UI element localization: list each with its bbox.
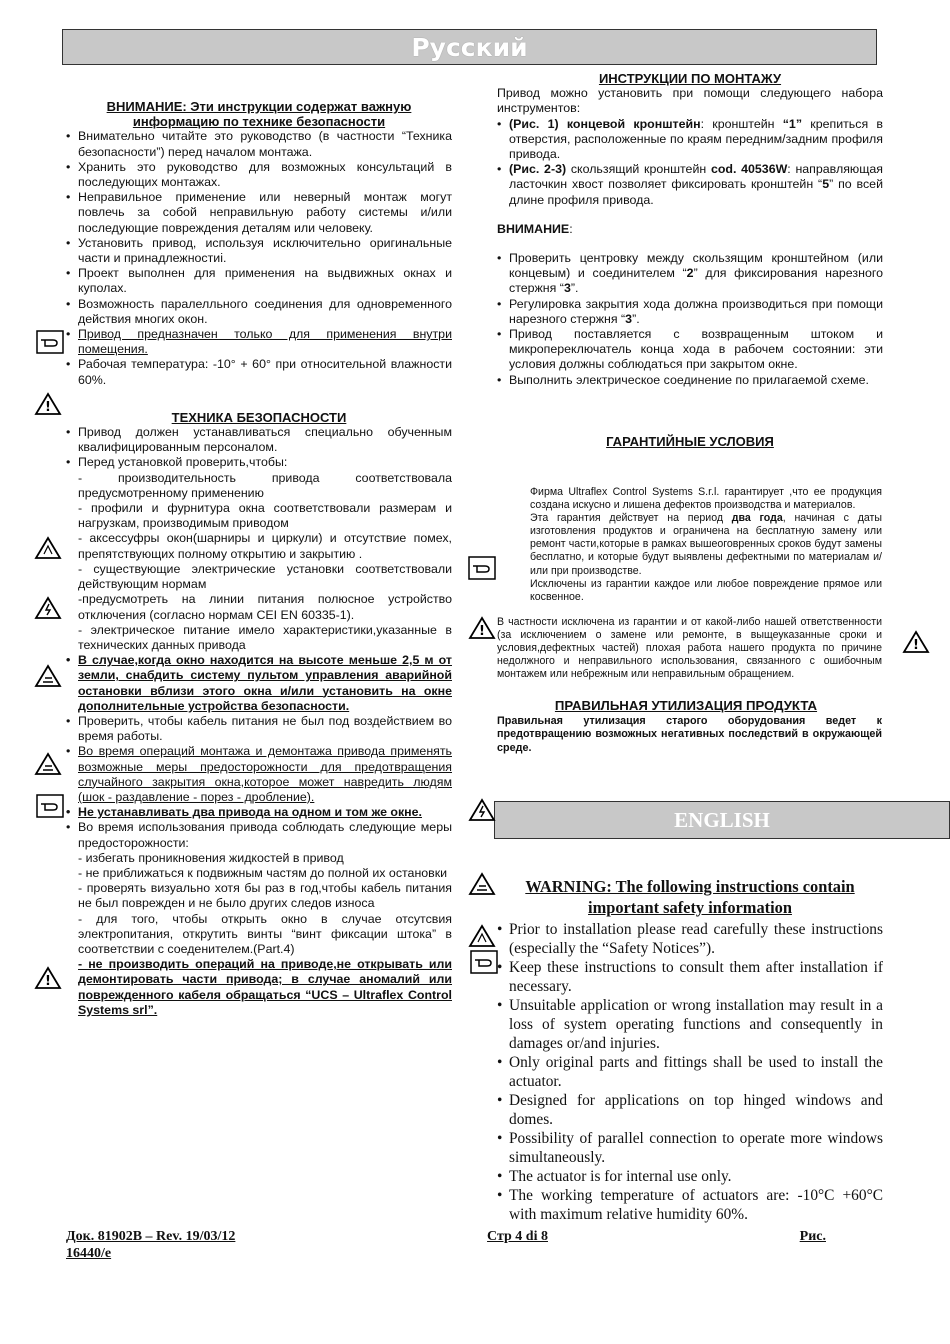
list-item: • Designed for applications on top hinged windows and domes. bbox=[497, 1091, 883, 1129]
svg-text:!: ! bbox=[913, 638, 919, 653]
sub-item: - электрическое питание имело характеристики,указанные в технических данных привода bbox=[78, 622, 452, 652]
russian-banner: Русский bbox=[62, 29, 877, 65]
list-item: • Хранить это руководство для возможных консультаций в последующих монтажах. bbox=[66, 160, 452, 190]
ru-warning-list bbox=[66, 129, 452, 387]
hand-crush-icon bbox=[34, 752, 62, 776]
list-item: • (Рис. 2-3) скользящий кронштейн cod. 40536W: направляющая ласточкин хвост позволяет фиксировать кронштейн “5” по всей длине профиля привода. bbox=[497, 162, 883, 208]
list-item: • Привод поставляется с возвращенным штоком и микропереключатель конца хода в рабочем состоянии: эти условия должны соблюдаться при закрытом окне. bbox=[497, 327, 883, 373]
page-number: Стр 4 di 8 bbox=[487, 1229, 548, 1244]
window-hazard-icon bbox=[34, 536, 62, 560]
list-item: • Привод предназначен только для применения внутри помещения. bbox=[66, 327, 452, 357]
ru-warning-title: ВНИМАНИЕ: Эти инструкции содержат важную информацию по технике безопасности bbox=[106, 99, 412, 130]
hand-pointer-icon bbox=[36, 794, 64, 818]
sub-item: - проверять визуально хотя бы раз в год,чтобы кабель питания не был поврежден и не было других следов износа bbox=[78, 881, 452, 911]
ru-safety-title: ТЕХНИКА БЕЗОПАСНОСТИ bbox=[171, 409, 347, 425]
svg-text:!: ! bbox=[479, 624, 485, 639]
hand-pointer-icon bbox=[470, 950, 498, 974]
list-item: • Внимательно читайте это руководство (в частности “Техника безопасности”) перед началом монтажа. bbox=[66, 129, 452, 159]
list-item: • (Рис. 1) концевой кронштейн: кронштейн “1” крепиться в отверстия, расположенные по краям передним/задним профиля привода. bbox=[497, 117, 883, 163]
list-item: • Регулировка закрытия хода должна производиться при помощи нарезного стержня “3”. bbox=[497, 297, 883, 327]
warning-triangle-icon bbox=[468, 616, 496, 640]
list-item: • Выполнить электрическое соединение по прилагаемой схеме. bbox=[497, 373, 883, 388]
list-item: • Во время использования привода соблюдать следующие меры предосторожности: bbox=[66, 820, 452, 850]
ru-warranty-text-2: В частности исключена из гарантии и от какой-либо нашей ответственности (за исключением о замене или ремонте, в выщеуказанные сроки и условия,дефектных частей) плохая работа нашего продукта по причине недолжного и неправильного использования, связанного с ошибочным монтажем или небрежным или неправильным обращением. bbox=[497, 616, 882, 681]
list-item: • Проект выполнен для применения на выдвижных окнах и куполах. bbox=[66, 266, 452, 296]
sub-item: - для того, чтобы открыть окно в случае отсутсвия электропитания, открутить винты “винт фиксации штока” в соответствии с соеденителем.(Part.4) bbox=[78, 911, 452, 956]
warranty-paragraph: Исключены из гарантии каждое или любое повреждение прямое или косвенное. bbox=[530, 577, 882, 603]
list-item: • Possibility of parallel connection to operate more windows simultaneously. bbox=[497, 1129, 883, 1167]
ru-safety-list bbox=[66, 425, 452, 471]
list-item: • Проверить центровку между скользящим кронштейном (или концевым) и соединителем “2” для фиксирования нарезного стержня “3”. bbox=[497, 251, 883, 297]
list-item: • Неправильное применение или неверный монтаж могут повлечь за собой неправильную работу системы и/или последующие повреждения деталям или человеку. bbox=[66, 190, 452, 236]
svg-text:!: ! bbox=[45, 400, 51, 415]
english-banner: ENGLISH bbox=[494, 801, 950, 839]
ru-attention-title: ВНИМАНИЕ: bbox=[497, 221, 573, 236]
sub-item: - не приближаться к подвижным частям до полной их остановки bbox=[78, 865, 448, 880]
electric-hazard-icon bbox=[34, 596, 62, 620]
warranty-paragraph: Фирма Ultraflex Control Systems S.r.l. гарантирует ,что ее продукция создана искусно и лишена дефектов производства и материалов. bbox=[530, 486, 882, 512]
ru-disposal-text: Правильная утилизация старого оборудования ведет к предотвращению возможных негативных последствий в окружающей среде. bbox=[497, 715, 882, 754]
figure-label: Рис. bbox=[799, 1229, 826, 1244]
ru-mount-list bbox=[497, 117, 883, 208]
window-hazard-icon bbox=[468, 924, 496, 948]
list-item: • The working temperature of actuators are: -10°C +60°C with maximum relative humidity 60%. bbox=[497, 1186, 883, 1224]
warranty-paragraph: Эта гарантия действует на период два года, начиная с даты изготовления продуктов и ограничена на бесплатную замену или ремонт части,которые в рамках вышеоговренных сроков будут замены бесплатно, и которые будут выявлены дефектными по материалам и/или при производстве. bbox=[530, 512, 882, 577]
sub-item: - существующие электрические установки соответствовали действующим нормам bbox=[78, 561, 452, 592]
sub-item-final: - не производить операций на приводе,не открывать или демонтировать части привода; в случае аномалий или поврежденного кабеля обращаться “UCS – Ultraflex Control Systems srl”. bbox=[78, 957, 452, 1017]
footer-row bbox=[66, 1228, 826, 1245]
list-item: • Возможность паралелльного соединения для одновременного действия многих окон. bbox=[66, 297, 452, 327]
ru-attention-list bbox=[497, 251, 883, 388]
list-item: • The actuator is for internal use only. bbox=[497, 1167, 883, 1186]
en-warning-list bbox=[497, 920, 883, 1224]
warning-triangle-icon bbox=[34, 392, 62, 416]
sub-item: - производительность привода соответствовала предусмотренному применению bbox=[78, 470, 452, 500]
hand-crush-icon bbox=[468, 872, 496, 896]
list-item: • Рабочая температура: -10° + 60° при относительной влажности 60%. bbox=[66, 357, 452, 387]
ru-warranty-title: ГАРАНТИЙНЫЕ УСЛОВИЯ bbox=[606, 433, 774, 449]
hand-pointer-icon bbox=[36, 330, 64, 354]
ru-mount-title: ИНСТРУКЦИИ ПО МОНТАЖУ bbox=[598, 71, 782, 86]
ru-mount-intro: Привод можно установить при помощи следующего набора инструментов: bbox=[497, 86, 883, 116]
ru-right-column bbox=[497, 71, 883, 449]
ru-safety-list-2 bbox=[66, 653, 452, 851]
hand-crush-icon bbox=[34, 664, 62, 688]
electric-hazard-icon bbox=[468, 798, 496, 822]
page-footer bbox=[66, 1228, 826, 1262]
sub-item: - избегать проникновения жидкостей в привод bbox=[78, 850, 344, 865]
en-section bbox=[497, 876, 883, 1224]
list-item: • В случае,когда окно находится на высоте меньше 2,5 м от земли, снабдить систему пультом управления аварийной остановки вблизи этого окна и/или установить на окне дополнительные устройства безопасности. bbox=[66, 653, 452, 714]
sub-item: -предусмотреть на линии питания полюсное устройство отключения (согласно нормам CEI EN 60335-1). bbox=[78, 592, 452, 622]
list-item: • Prior to installation please read carefully these instructions (especially the “Safety Notices”). bbox=[497, 920, 883, 958]
list-item: • Проверить, чтобы кабель питания не был под воздействием во время работы. bbox=[66, 714, 452, 744]
hand-pointer-icon bbox=[468, 556, 496, 580]
list-item: • Привод должен устанавливаться специально обученным квалифицированным персоналом. bbox=[66, 425, 452, 455]
figure-code: 16440/e bbox=[66, 1246, 112, 1261]
list-item: • Unsuitable application or wrong installation may result in a loss of system operating functions and consequently in damages or/and injuries. bbox=[497, 996, 883, 1053]
list-item: • Во время операций монтажа и демонтажа привода применять возможные меры предосторожности для предотвращения случайного закрытия окна,которое может навредить людям (шок - раздавление - порез - дробление). bbox=[66, 744, 452, 805]
list-item: • Keep these instructions to consult them after installation if necessary. bbox=[497, 958, 883, 996]
ru-disposal-title: ПРАВИЛЬНАЯ УТИЛИЗАЦИЯ ПРОДУКТА bbox=[554, 698, 818, 713]
warning-triangle-icon bbox=[34, 966, 62, 990]
list-item: • Не устанавливать два привода на одном и том же окне. bbox=[66, 805, 452, 820]
sub-item: - профили и фурнитура окна соответствовали размерам и нагрузкам, производимым приводом bbox=[78, 501, 452, 531]
ru-warranty-text bbox=[530, 486, 882, 604]
list-item: • Установить привод, используя исключительно оригинальные части и принадлежностиi. bbox=[66, 236, 452, 266]
sub-item: - аксессуфры окон(шарниры и циркули) и отсутствие помех, препятствующих полному открытию и закрытию . bbox=[78, 531, 452, 561]
doc-reference: Док. 81902B – Rev. 19/03/12 bbox=[66, 1229, 236, 1244]
list-item: • Only original parts and fittings shall be used to install the actuator. bbox=[497, 1053, 883, 1091]
svg-text:!: ! bbox=[45, 974, 51, 989]
en-warning-title: WARNING: The following instructions contain important safety information bbox=[525, 877, 855, 917]
warning-triangle-icon bbox=[902, 630, 930, 654]
ru-left-column bbox=[66, 99, 452, 1018]
list-item: • Перед установкой проверить,чтобы: bbox=[66, 455, 452, 470]
